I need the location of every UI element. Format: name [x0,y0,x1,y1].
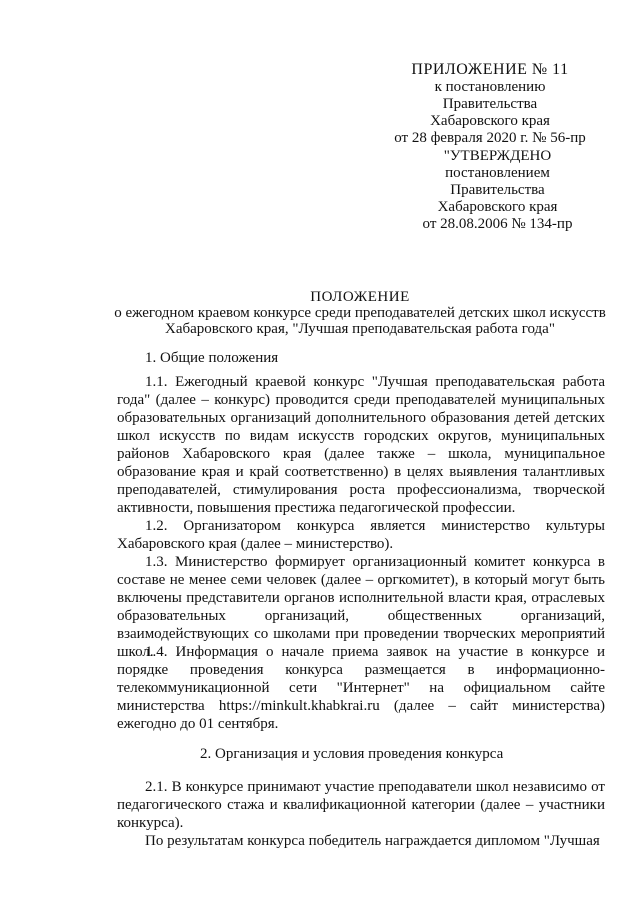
paragraph [117,643,605,733]
approved-block [405,148,590,233]
title-line: Хабаровского края, "Лучшая преподавательская работа года" [165,321,555,337]
section-heading: 1. Общие положения [145,350,279,366]
paragraph-text: 1.2. Организатором конкурса является министерство культуры Хабаровского края (далее – министерство). [117,518,605,552]
annex-title: ПРИЛОЖЕНИЕ № 11 [411,61,569,78]
section-heading: 2. Организация и условия проведения конкурса [200,746,504,762]
paragraph [117,517,605,553]
paragraph [117,778,605,832]
approved-line: Правительства [450,182,545,198]
title-main: ПОЛОЖЕНИЕ [310,289,410,305]
paragraph-text: 1.1. Ежегодный краевой конкурс "Лучшая преподавательская работа года" (далее – конкурс) проводится среди преподавателей муниципальных образовательных организаций дополнительного образования детей детских школ искусств по видам искусств городских округов, муниципальных районов Хабаровского края (далее также – школа, муниципальное образование края и край соответственно) в целях выявления талантливых преподавателей, стимулирования роста профессионализма, творческой активности, повышения престижа педагогической профессии. [117,374,605,516]
annex-line: Правительства [442,96,538,112]
paragraph-text: 2.1. В конкурсе принимают участие преподаватели школ независимо от педагогического стажа и квалификационной категории (далее – участники конкурса). [117,779,605,831]
approved-line: постановлением [445,165,550,181]
annex-line: Хабаровского края [430,113,550,129]
paragraph [117,373,605,517]
paragraph-text: По результатам конкурса победитель награждается дипломом "Лучшая [145,833,600,849]
approved-line: "УТВЕРЖДЕНО [443,148,552,164]
annex-line: от 28 февраля 2020 г. № 56-пр [394,130,586,146]
paragraph [117,832,605,850]
paragraph-text: 1.3. Министерство формирует организационный комитет конкурса в составе не менее семи человек (далее – оргкомитет), в который могут быть включены представители органов исполнительной власти края, отраслевых образовательных организаций, общественных организаций, взаимодействующих со школами при проведении творческих мероприятий школ. [117,554,605,660]
paragraph-text: 1.4. Информация о начале приема заявок на участие в конкурсе и порядке проведения конкурса размещается в информационно-телекоммуникационной сети "Интернет" на официальном сайте министерства https://minkult.khabkrai.ru (далее – сайт министерства) ежегодно до 01 сентября. [117,644,605,732]
annex-line: к постановлению [434,79,546,95]
document-title [70,289,640,337]
title-line: о ежегодном краевом конкурсе среди преподавателей детских школ искусств [114,305,606,321]
approved-line: от 28.08.2006 № 134-пр [422,216,573,232]
approved-line: Хабаровского края [437,199,558,215]
annex-block [390,60,590,147]
